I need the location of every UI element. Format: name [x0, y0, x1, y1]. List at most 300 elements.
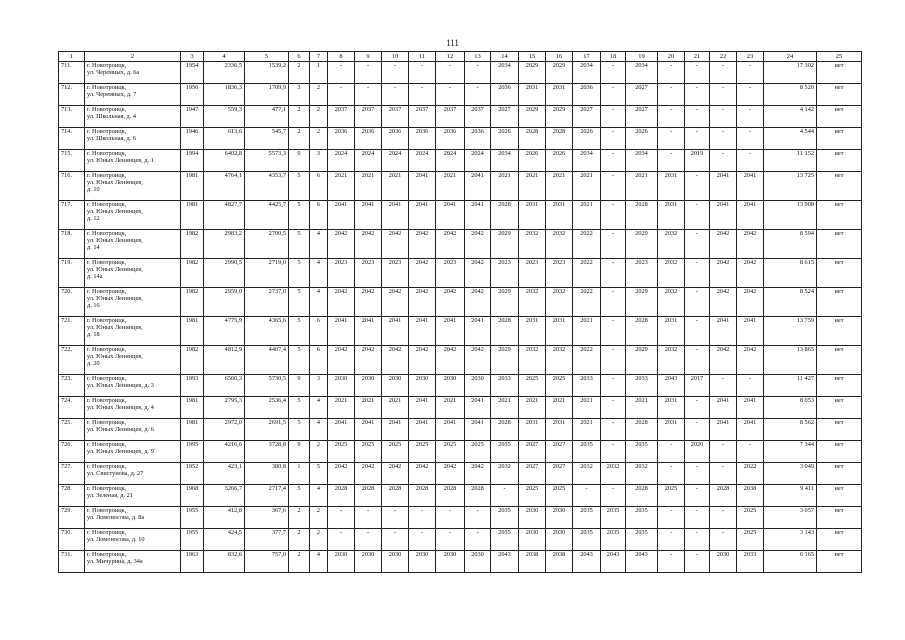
cell-col-13: 2028: [465, 485, 491, 507]
cell-col-23: 2041: [737, 419, 764, 441]
address-line: ул. Юных Ленинцев, д. 1: [87, 157, 154, 165]
cell-col-9: 2023: [355, 259, 382, 288]
table-row: [59, 128, 862, 150]
cell-col-23: -: [737, 150, 764, 172]
cell-col-3: 1956: [181, 84, 204, 106]
cell-col-10: 2041: [382, 419, 409, 441]
cell-col-7: 4: [310, 485, 328, 507]
cell-col-17: 2035: [573, 507, 601, 529]
address-line: ул. Юных Ленинцев,: [87, 353, 143, 361]
cell-col-16: 2021: [546, 172, 573, 201]
cell-col-25: нет: [817, 62, 862, 84]
cell-col-25: нет: [817, 84, 862, 106]
cell-col-18: -: [601, 172, 626, 201]
column-header-22: 22: [710, 52, 737, 62]
address-line: ул. Юных Ленинцев, д. 6: [87, 426, 154, 434]
cell-col-22: 2042: [710, 230, 737, 259]
cell-col-17: 2027: [573, 106, 601, 128]
cell-col-23: -: [737, 62, 764, 84]
cell-col-15: 2021: [519, 397, 546, 419]
column-header-16: 16: [546, 52, 573, 62]
cell-col-23: -: [737, 84, 764, 106]
cell-col-6: 5: [289, 288, 310, 317]
cell-col-5: 2737,0: [245, 288, 289, 317]
cell-col-19: 2033: [626, 375, 658, 397]
column-header-9: 9: [355, 52, 382, 62]
cell-col-17: 2033: [573, 375, 601, 397]
cell-col-4: 6402,8: [204, 150, 245, 172]
cell-col-25: нет: [817, 288, 862, 317]
cell-col-5: 380,8: [245, 463, 289, 485]
cell-col-21: -: [685, 288, 710, 317]
cell-col-25: нет: [817, 375, 862, 397]
cell-col-6: 5: [289, 485, 310, 507]
cell-col-14: 2035: [491, 529, 519, 551]
address-line: г. Новотроицк,: [87, 288, 127, 295]
cell-col-11: 2041: [409, 201, 436, 230]
cell-col-4: 4812,9: [204, 346, 245, 375]
cell-col-8: -: [328, 529, 355, 551]
column-header-20: 20: [658, 52, 685, 62]
cell-col-3: 1994: [181, 150, 204, 172]
cell-col-5: 5730,5: [245, 375, 289, 397]
cell-col-25: нет: [817, 419, 862, 441]
cell-col-5: 3728,8: [245, 441, 289, 463]
address-line: ул. Юных Ленинцев,: [87, 208, 143, 216]
cell-col-6: 5: [289, 230, 310, 259]
cell-col-4: 423,1: [204, 463, 245, 485]
cell-col-23: 2042: [737, 288, 764, 317]
cell-col-9: 2042: [355, 288, 382, 317]
cell-col-4: 2972,0: [204, 419, 245, 441]
cell-col-8: 2037: [328, 106, 355, 128]
address-cell: [85, 259, 181, 288]
cell-col-10: -: [382, 529, 409, 551]
row-number: 722.: [59, 346, 85, 375]
cell-col-18: -: [601, 317, 626, 346]
cell-col-8: 2030: [328, 551, 355, 573]
cell-col-23: 2038: [737, 485, 764, 507]
cell-col-23: 2041: [737, 201, 764, 230]
cell-col-17: 2021: [573, 201, 601, 230]
cell-col-11: 2041: [409, 172, 436, 201]
row-number: 731.: [59, 551, 85, 573]
cell-col-22: 2042: [710, 259, 737, 288]
cell-col-8: -: [328, 84, 355, 106]
address-line: ул. Черемных, д. 6а: [87, 69, 140, 77]
table-row: [59, 172, 862, 201]
address-line: д. 20: [87, 360, 100, 368]
cell-col-21: 2017: [685, 375, 710, 397]
cell-col-9: 2037: [355, 106, 382, 128]
cell-col-9: -: [355, 62, 382, 84]
address-line: д. 18: [87, 331, 100, 339]
cell-col-7: 1: [310, 62, 328, 84]
cell-col-18: -: [601, 230, 626, 259]
cell-col-16: 2025: [546, 485, 573, 507]
cell-col-25: нет: [817, 106, 862, 128]
cell-col-22: -: [710, 84, 737, 106]
cell-col-15: 2026: [519, 150, 546, 172]
cell-col-4: 2795,3: [204, 397, 245, 419]
address-line: г. Новотроицк,: [87, 485, 127, 492]
cell-col-20: 2032: [658, 259, 685, 288]
cell-col-10: 2024: [382, 150, 409, 172]
cell-col-15: 2025: [519, 375, 546, 397]
cell-col-9: 2028: [355, 485, 382, 507]
cell-col-3: 1952: [181, 463, 204, 485]
housing-register-table: [58, 51, 862, 573]
cell-col-9: 2021: [355, 397, 382, 419]
cell-col-11: 2036: [409, 128, 436, 150]
cell-col-25: нет: [817, 317, 862, 346]
cell-col-22: 2042: [710, 288, 737, 317]
cell-col-19: 2023: [626, 259, 658, 288]
cell-col-5: 4425,7: [245, 201, 289, 230]
cell-col-9: -: [355, 529, 382, 551]
cell-col-3: 1982: [181, 346, 204, 375]
cell-col-8: 2025: [328, 441, 355, 463]
cell-col-13: 2041: [465, 317, 491, 346]
table-row: [59, 507, 862, 529]
column-header-10: 10: [382, 52, 409, 62]
cell-col-17: 2035: [573, 441, 601, 463]
cell-col-25: нет: [817, 463, 862, 485]
cell-col-10: 2021: [382, 397, 409, 419]
cell-col-15: 2031: [519, 419, 546, 441]
cell-col-19: 2032: [626, 463, 658, 485]
column-header-4: 4: [204, 52, 245, 62]
cell-col-10: 2023: [382, 259, 409, 288]
cell-col-17: 2034: [573, 62, 601, 84]
cell-col-11: 2028: [409, 485, 436, 507]
cell-col-24: 11 427: [764, 375, 817, 397]
cell-col-23: 2025: [737, 529, 764, 551]
cell-col-19: 2026: [626, 128, 658, 150]
cell-col-14: 2029: [491, 288, 519, 317]
cell-col-6: 2: [289, 529, 310, 551]
table-row: [59, 419, 862, 441]
cell-col-17: 2021: [573, 317, 601, 346]
cell-col-6: 5: [289, 419, 310, 441]
row-number: 721.: [59, 317, 85, 346]
cell-col-25: нет: [817, 551, 862, 573]
cell-col-23: 2042: [737, 230, 764, 259]
cell-col-21: -: [685, 463, 710, 485]
cell-col-10: -: [382, 84, 409, 106]
cell-col-5: 2717,4: [245, 485, 289, 507]
cell-col-17: -: [573, 485, 601, 507]
column-header-19: 19: [626, 52, 658, 62]
cell-col-6: 5: [289, 346, 310, 375]
cell-col-18: 2043: [601, 551, 626, 573]
cell-col-24: 8 615: [764, 259, 817, 288]
cell-col-17: 2022: [573, 259, 601, 288]
cell-col-10: 2028: [382, 485, 409, 507]
cell-col-24: 8 594: [764, 230, 817, 259]
cell-col-21: -: [685, 507, 710, 529]
address-cell: [85, 317, 181, 346]
address-line: г. Новотроицк,: [87, 529, 127, 536]
cell-col-11: 2042: [409, 288, 436, 317]
cell-col-6: 2: [289, 106, 310, 128]
row-number: 724.: [59, 397, 85, 419]
cell-col-3: 1995: [181, 441, 204, 463]
cell-col-22: 2030: [710, 551, 737, 573]
cell-col-8: 2028: [328, 485, 355, 507]
cell-col-8: 2021: [328, 397, 355, 419]
cell-col-10: 2037: [382, 106, 409, 128]
address-line: г. Новотроицк,: [87, 397, 127, 404]
cell-col-7: 5: [310, 463, 328, 485]
cell-col-7: 2: [310, 529, 328, 551]
table-row: [59, 485, 862, 507]
cell-col-20: -: [658, 150, 685, 172]
cell-col-25: нет: [817, 201, 862, 230]
cell-col-8: 2041: [328, 419, 355, 441]
address-line: г. Новотроицк,: [87, 172, 127, 179]
cell-col-24: 9 411: [764, 485, 817, 507]
cell-col-23: 2041: [737, 317, 764, 346]
column-header-15: 15: [519, 52, 546, 62]
cell-col-14: 2043: [491, 551, 519, 573]
row-number: 729.: [59, 507, 85, 529]
cell-col-13: -: [465, 529, 491, 551]
cell-col-10: 2021: [382, 172, 409, 201]
cell-col-19: 2028: [626, 201, 658, 230]
cell-col-15: 2021: [519, 172, 546, 201]
column-header-8: 8: [328, 52, 355, 62]
cell-col-3: 1946: [181, 128, 204, 150]
cell-col-16: 2032: [546, 230, 573, 259]
cell-col-13: 2042: [465, 346, 491, 375]
table-row: [59, 441, 862, 463]
cell-col-20: -: [658, 441, 685, 463]
cell-col-20: 2031: [658, 397, 685, 419]
column-header-6: 6: [289, 52, 310, 62]
cell-col-14: 2023: [491, 259, 519, 288]
cell-col-7: 2: [310, 106, 328, 128]
cell-col-10: 2030: [382, 551, 409, 573]
cell-col-25: нет: [817, 128, 862, 150]
cell-col-12: 2041: [436, 419, 465, 441]
cell-col-6: 1: [289, 463, 310, 485]
cell-col-16: 2021: [546, 397, 573, 419]
cell-col-14: 2029: [491, 230, 519, 259]
cell-col-5: 2719,0: [245, 259, 289, 288]
table-row: [59, 551, 862, 573]
column-header-18: 18: [601, 52, 626, 62]
address-line: д. 14: [87, 244, 100, 252]
cell-col-22: -: [710, 128, 737, 150]
cell-col-3: 1955: [181, 507, 204, 529]
cell-col-4: 2959,0: [204, 288, 245, 317]
cell-col-16: 2038: [546, 551, 573, 573]
cell-col-23: 2022: [737, 463, 764, 485]
address-line: ул. Свистунова, д. 27: [87, 470, 144, 478]
cell-col-17: 2021: [573, 397, 601, 419]
cell-col-12: -: [436, 62, 465, 84]
cell-col-18: -: [601, 128, 626, 150]
cell-col-8: 2042: [328, 230, 355, 259]
cell-col-7: 3: [310, 150, 328, 172]
row-number: 715.: [59, 150, 85, 172]
cell-col-8: 2041: [328, 201, 355, 230]
cell-col-15: 2027: [519, 463, 546, 485]
cell-col-18: -: [601, 201, 626, 230]
cell-col-25: нет: [817, 529, 862, 551]
address-line: ул. Юных Ленинцев,: [87, 179, 143, 187]
cell-col-4: 424,5: [204, 529, 245, 551]
cell-col-6: 9: [289, 441, 310, 463]
cell-col-7: 2: [310, 507, 328, 529]
column-header-24: 24: [764, 52, 817, 62]
cell-col-21: -: [685, 259, 710, 288]
cell-col-18: 2035: [601, 507, 626, 529]
cell-col-14: 2028: [491, 317, 519, 346]
cell-col-13: -: [465, 507, 491, 529]
address-line: г. Новотроицк,: [87, 463, 127, 470]
cell-col-9: 2041: [355, 201, 382, 230]
cell-col-20: 2032: [658, 346, 685, 375]
address-line: ул. Мичурина, д. 34а: [87, 558, 143, 566]
cell-col-19: 2021: [626, 172, 658, 201]
address-line: г. Новотроицк,: [87, 507, 127, 514]
address-line: ул. Юных Ленинцев,: [87, 324, 143, 332]
address-cell: [85, 172, 181, 201]
cell-col-10: 2042: [382, 288, 409, 317]
cell-col-25: нет: [817, 259, 862, 288]
cell-col-16: 2030: [546, 507, 573, 529]
address-line: г. Новотроицк,: [87, 201, 127, 208]
cell-col-20: 2025: [658, 485, 685, 507]
cell-col-20: 2031: [658, 317, 685, 346]
cell-col-21: -: [685, 419, 710, 441]
address-line: г. Новотроицк,: [87, 230, 127, 237]
cell-col-14: 2034: [491, 150, 519, 172]
table-row: [59, 375, 862, 397]
cell-col-6: 9: [289, 375, 310, 397]
cell-col-5: 2700,5: [245, 230, 289, 259]
cell-col-19: 2035: [626, 441, 658, 463]
cell-col-15: 2023: [519, 259, 546, 288]
address-cell: [85, 529, 181, 551]
table-row: [59, 230, 862, 259]
cell-col-3: 1955: [181, 529, 204, 551]
address-cell: [85, 419, 181, 441]
cell-col-22: 2041: [710, 419, 737, 441]
cell-col-18: -: [601, 441, 626, 463]
address-cell: [85, 201, 181, 230]
column-header-11: 11: [409, 52, 436, 62]
cell-col-6: 5: [289, 172, 310, 201]
cell-col-19: 2028: [626, 317, 658, 346]
cell-col-25: нет: [817, 397, 862, 419]
cell-col-23: 2041: [737, 397, 764, 419]
cell-col-25: нет: [817, 230, 862, 259]
cell-col-18: 2035: [601, 529, 626, 551]
address-cell: [85, 62, 181, 84]
cell-col-11: -: [409, 507, 436, 529]
cell-col-15: 2032: [519, 346, 546, 375]
address-cell: [85, 288, 181, 317]
cell-col-16: 2031: [546, 419, 573, 441]
cell-col-21: -: [685, 529, 710, 551]
cell-col-22: -: [710, 62, 737, 84]
cell-col-4: 2336,5: [204, 62, 245, 84]
cell-col-15: 2027: [519, 441, 546, 463]
cell-col-10: 2042: [382, 230, 409, 259]
cell-col-11: 2024: [409, 150, 436, 172]
cell-col-16: 2030: [546, 529, 573, 551]
cell-col-22: -: [710, 106, 737, 128]
cell-col-9: 2041: [355, 317, 382, 346]
cell-col-5: 4407,4: [245, 346, 289, 375]
cell-col-22: 2041: [710, 317, 737, 346]
cell-col-15: 2031: [519, 201, 546, 230]
cell-col-8: -: [328, 62, 355, 84]
cell-col-19: 2028: [626, 485, 658, 507]
cell-col-21: -: [685, 485, 710, 507]
cell-col-17: 2043: [573, 551, 601, 573]
cell-col-12: 2042: [436, 346, 465, 375]
cell-col-6: 5: [289, 259, 310, 288]
cell-col-23: 2042: [737, 259, 764, 288]
address-line: ул. Ломоносова, д. 8а: [87, 514, 145, 522]
cell-col-11: 2042: [409, 346, 436, 375]
cell-col-17: 2021: [573, 419, 601, 441]
cell-col-14: 2033: [491, 375, 519, 397]
cell-col-24: 13 865: [764, 346, 817, 375]
header-row: [59, 52, 862, 62]
cell-col-8: 2023: [328, 259, 355, 288]
cell-col-24: 4 544: [764, 128, 817, 150]
table-row: [59, 201, 862, 230]
address-cell: [85, 84, 181, 106]
cell-col-3: 1982: [181, 288, 204, 317]
cell-col-11: 2030: [409, 551, 436, 573]
cell-col-5: 757,0: [245, 551, 289, 573]
cell-col-14: -: [491, 485, 519, 507]
cell-col-24: 17 302: [764, 62, 817, 84]
cell-col-8: 2042: [328, 346, 355, 375]
cell-col-14: 2028: [491, 419, 519, 441]
cell-col-17: 2022: [573, 346, 601, 375]
cell-col-17: 2032: [573, 463, 601, 485]
cell-col-13: 2036: [465, 128, 491, 150]
cell-col-16: 2029: [546, 62, 573, 84]
cell-col-8: 2036: [328, 128, 355, 150]
row-number: 712.: [59, 84, 85, 106]
address-cell: [85, 507, 181, 529]
column-header-2: 2: [85, 52, 181, 62]
address-line: ул. Юных Ленинцев, д. 9: [87, 448, 154, 456]
cell-col-11: -: [409, 529, 436, 551]
cell-col-12: -: [436, 507, 465, 529]
cell-col-11: -: [409, 84, 436, 106]
cell-col-24: 7 344: [764, 441, 817, 463]
address-line: д. 10: [87, 186, 100, 194]
cell-col-13: -: [465, 84, 491, 106]
cell-col-25: нет: [817, 346, 862, 375]
cell-col-25: нет: [817, 441, 862, 463]
cell-col-4: 4216,6: [204, 441, 245, 463]
address-line: г. Новотроицк,: [87, 551, 127, 558]
cell-col-4: 832,6: [204, 551, 245, 573]
cell-col-16: 2027: [546, 441, 573, 463]
cell-col-6: 5: [289, 317, 310, 346]
cell-col-3: 1954: [181, 62, 204, 84]
